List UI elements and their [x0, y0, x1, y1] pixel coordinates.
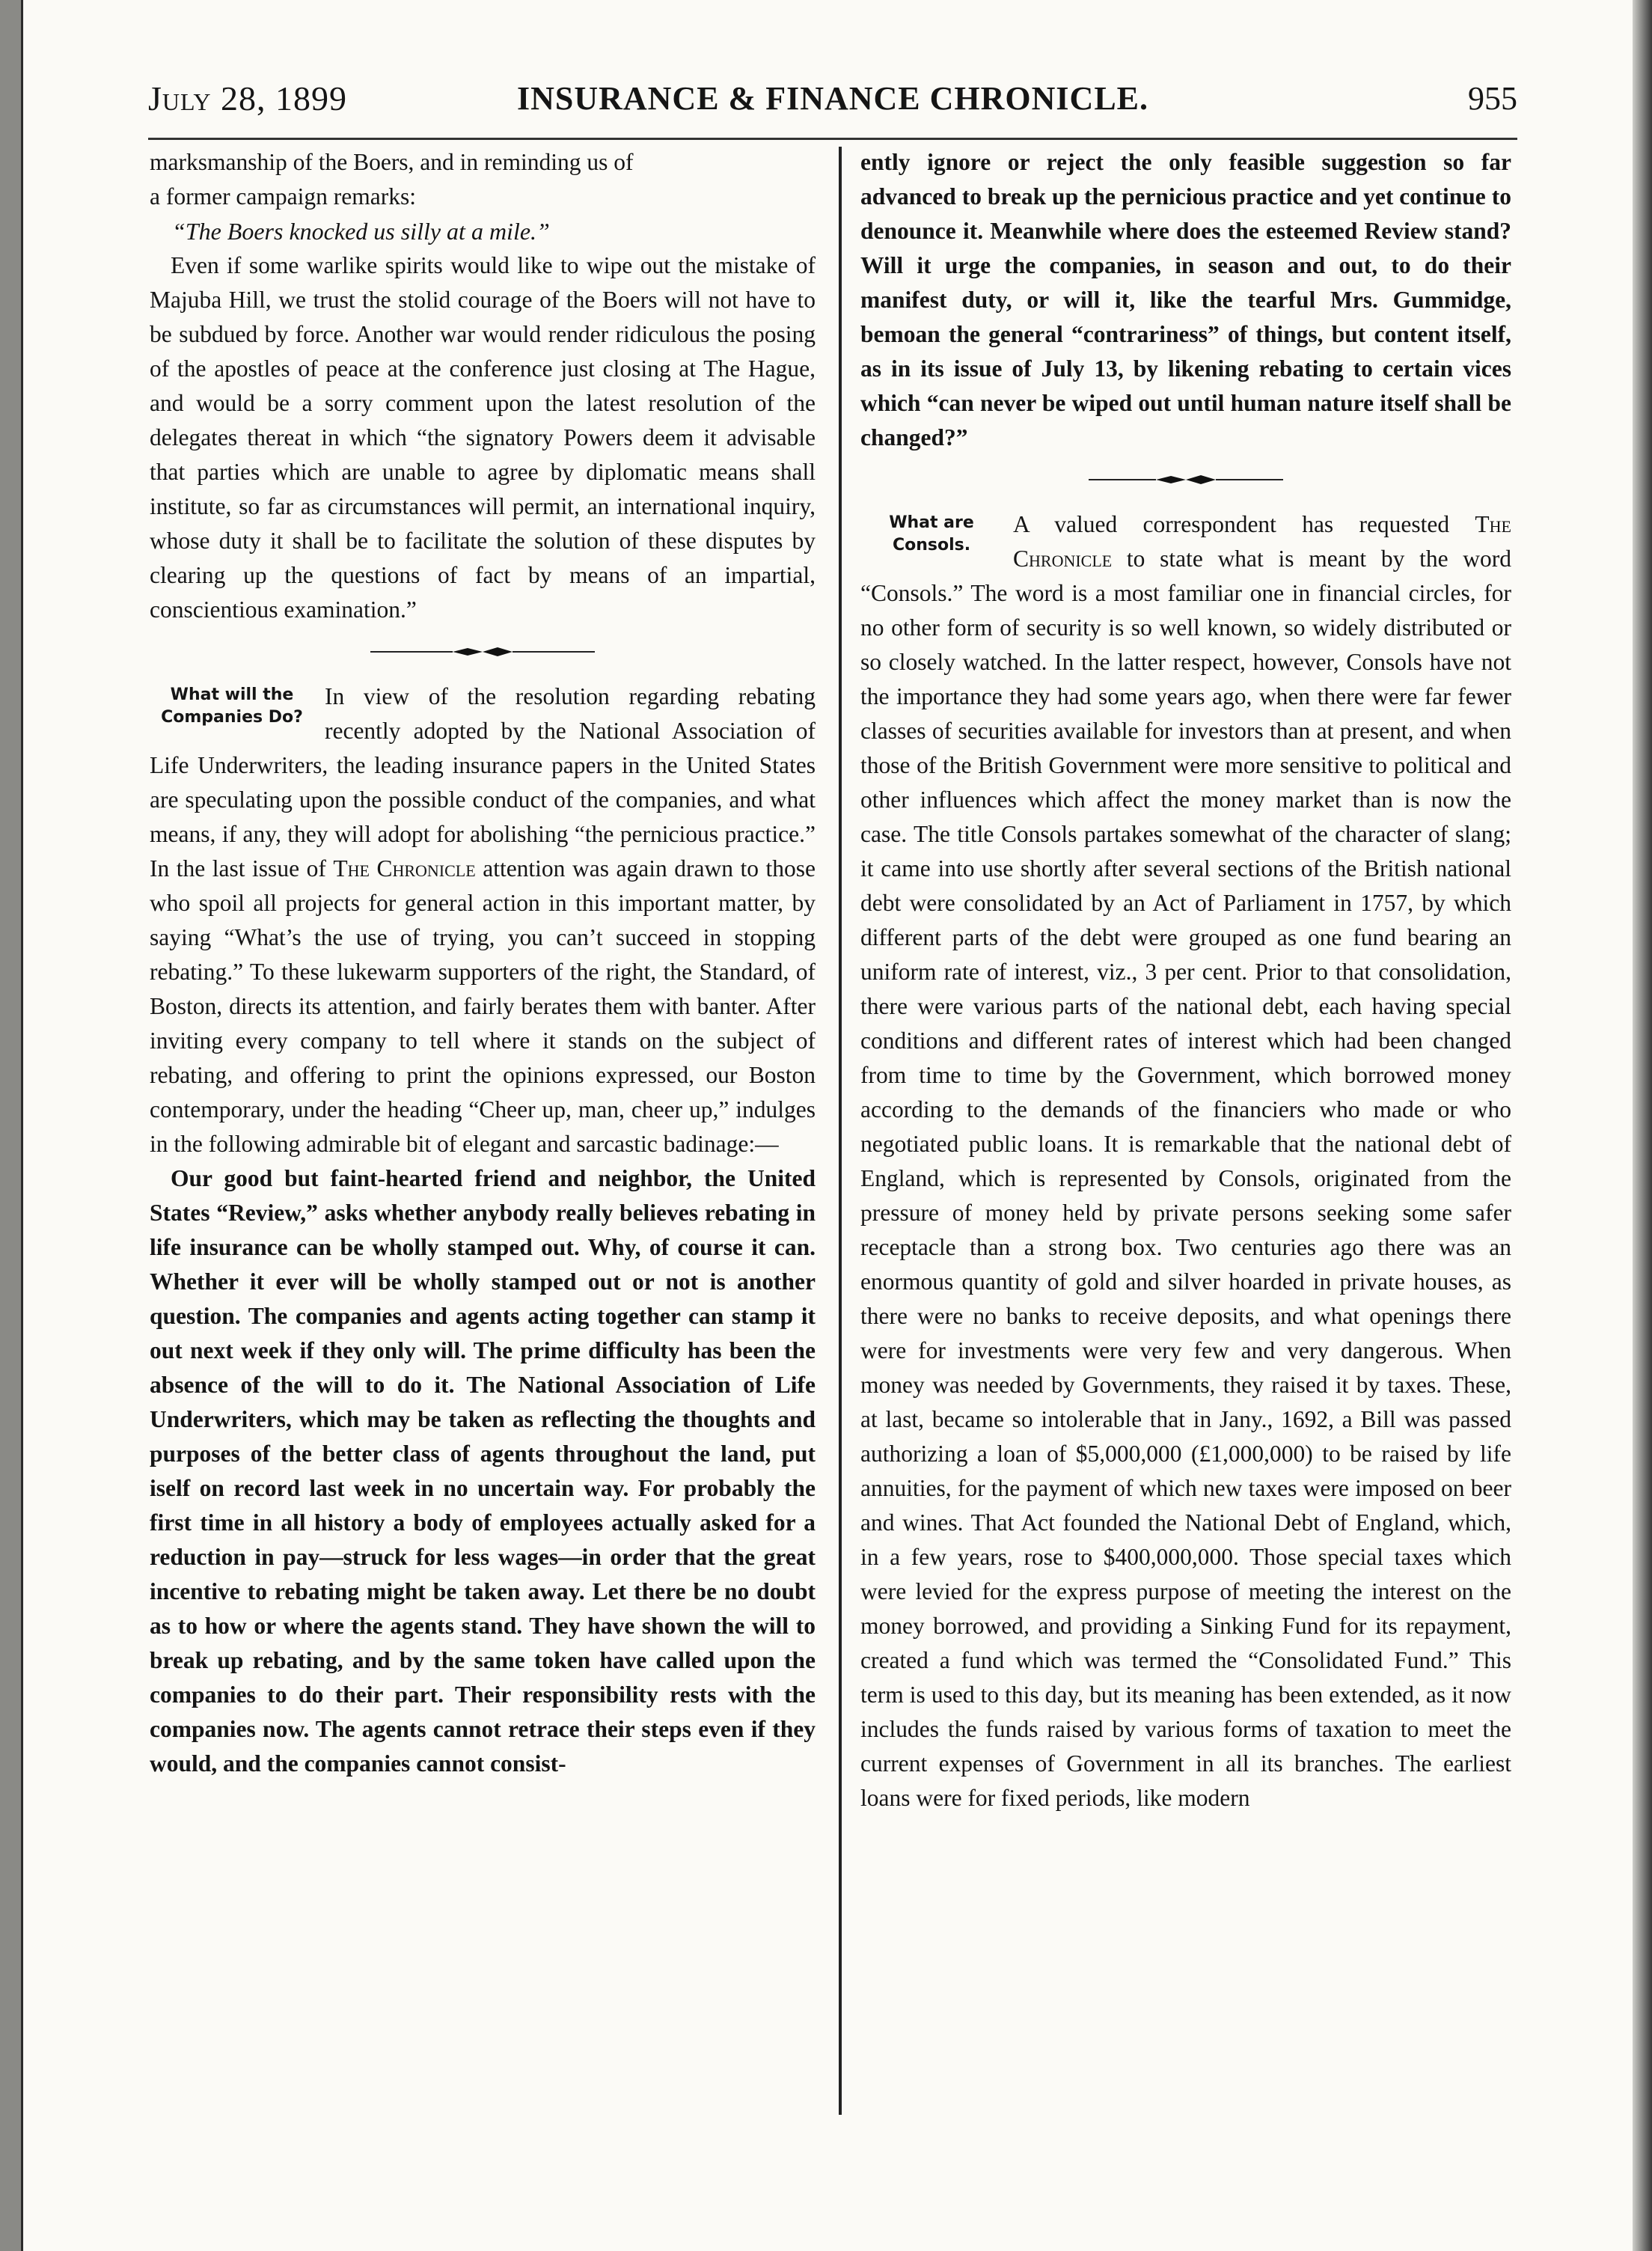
section-ornament [860, 462, 1511, 497]
chronicle-name: The Chronicle [333, 855, 476, 882]
continued-line-2: a former campaign remarks: [150, 183, 416, 210]
quoted-badinage: Our good but faint-hearted friend and neighbor, the United States “Review,” asks whether anybody really believes rebating in life insurance can be wholly stamped out. Why, of course it can. Whether it ever will be wholly stamped out or not is another question. The companies and agents acting together can stamp it out next week if they only will. The prime difficulty has been the absence of the will to do it. The National Association of Life Underwriters, which may be taken as reflecting the thoughts and purposes of the better class of agents throughout the land, put iself on record last week in no uncertain way. For probably the first time in all history a body of employees actually asked for a reduction in pay—struck for less wages—in order that the great incentive to rebating might be taken away. Let there be no doubt as to how or where the agents stand. They have shown the will to break up rebating, and by the same token have called upon the companies to do their part. Their responsibility rests with the companies now. The agents cannot retrace their steps even if they would, and the companies cannot consist- [150, 1165, 816, 1777]
article-rebating [150, 679, 816, 1781]
section-heading-consols [860, 512, 1003, 557]
paragraph-text: In view of the resolution regarding rebating recently adopted by the National Association of Life Underwriters, the leading insurance papers in the United States are speculating upon the possible conduct of the companies, and what means, if any, they will adopt for abolishing “the pernicious practice.” In the last issue of [150, 683, 816, 882]
page-header [148, 76, 1517, 129]
section-heading-line-2: Companies Do? [161, 708, 303, 727]
right-column [860, 145, 1511, 1815]
paragraph-text: A valued correspondent has requested [1013, 511, 1475, 537]
section-ornament [150, 635, 816, 669]
paragraph-text: to state what is meant by the word “Consols.” The word is a most familiar one in financial circles, for no other form of security is so well known, so widely distributed or so closely watched. In the latter respect, however, Consols have not the importance they had some years ago, when there were far fewer classes of securities available for investors than at present, and when those of the British Government were more sensitive to political and other influences which affect the money market than is now the case. The title Consols partakes somewhat of the character of slang; it came into use shortly after several sections of the British national debt were consolidated by an Act of Parliament in 1757, by which different parts of the debt were grouped as one fund bearing an uniform rate of interest, viz., 3 per cent. Prior to that consolidation, there were various parts of the national debt, each having special conditions and different rates of interest which had been changed from time to time by the Government, which borrowed money according to the demands of the financiers who made or who negotiated public loans. It is remarkable that the national debt of England, which is represented by Consols, originated from the pressure of money held by private persons seeking some safer receptacle than a strong box. Two centuries ago there was an enormous quantity of gold and silver hoarded in private houses, as there were no banks to receive deposits, and what openings there were for investments were very few and very dangerous. When money was needed by Governments, they raised it by taxes. These, at last, became so intolerable that in Jany., 1692, a Bill was passed authorizing a loan of $5,000,000 (£1,000,000) to be raised by life annuities, for the payment of which new taxes were imposed on beer and wines. That Act founded the National Debt of England, which, in a few years, rose to $400,000,000. Those special taxes which were levied for the express purpose of meeting the interest on the money borrowed, and providing a Sinking Fund for its repayment, created a fund which was termed the “Consolidated Fund.” This term is used to this day, but its meaning has been extended, as it now includes the funds raised by various forms of taxation to meet the current expenses of Government in all its branches. The earliest loans were for fixed periods, like modern [860, 546, 1511, 1811]
article-consols [860, 507, 1511, 1815]
paragraph-consols [860, 507, 1511, 1815]
chronicle-name: The Chronicle [1013, 511, 1511, 572]
continued-paragraph [150, 145, 816, 214]
journal-title: INSURANCE & FINANCE CHRONICLE. [516, 80, 1149, 117]
quoted-badinage-continued: ently ignore or reject the only feasible suggestion so far advanced to break up the pernicious practice and yet continue to denounce it. Meanwhile where does the esteemed Review stand? Will it urge the companies, in season and out, to do their manifest duty, or will it, like the tearful Mrs. Gummidge, bemoan the general “contrariness” of things, but content itself, as in its issue of July 13, by likening rebating to certain vices which “can never be wiped out until human nature itself shall be changed?” [860, 149, 1511, 450]
section-heading-line-1: What are [889, 513, 974, 532]
section-heading-companies [150, 684, 314, 729]
header-rule [148, 138, 1517, 140]
page-number: 955 [1468, 80, 1517, 117]
left-column [150, 145, 816, 1781]
column-divider [839, 147, 842, 2115]
paragraph-hague: Even if some warlike spirits would like to wipe out the mistake of Majuba Hill, we trust the stolid courage of the Boers will not have to be subdued by force. Another war would render ridiculous the posing of the apostles of peace at the conference just closing at The Hague, and would be a sorry comment upon the latest resolution of the delegates thereat in which “the signatory Powers deem it advisable that parties which are unable to agree by diplomatic means shall institute, so far as circumstances will permit, an international inquiry, whose duty it shall be to facilitate the solution of these disputes by clearing up the questions of fact by means of an impartial, conscientious examination.” [150, 252, 816, 623]
paragraph-rebating [150, 679, 816, 1161]
newspaper-page [21, 0, 1652, 2251]
issue-date: July 28, 1899 [148, 79, 347, 117]
section-heading-line-2: Consols. [892, 536, 971, 555]
quotation: “The Boers knocked us silly at a mile.” [172, 218, 550, 245]
paragraph-text: attention was again drawn to those who spoil all projects for general action in this important matter, by saying “What’s the use of trying, you can’t succeed in stopping rebating.” To these lukewarm supporters of the right, the Standard, of Boston, directs its attention, and fairly berates them with banter. After inviting every company to tell where it stands on the subject of rebating, and offering to print the opinions expressed, our Boston contemporary, under the heading “Cheer up, man, cheer up,” indulges in the following admirable bit of elegant and sarcastic badinage:— [150, 855, 816, 1157]
section-heading-line-1: What will the [170, 685, 294, 704]
continued-line-1: marksmanship of the Boers, and in reminding us of [150, 149, 634, 175]
